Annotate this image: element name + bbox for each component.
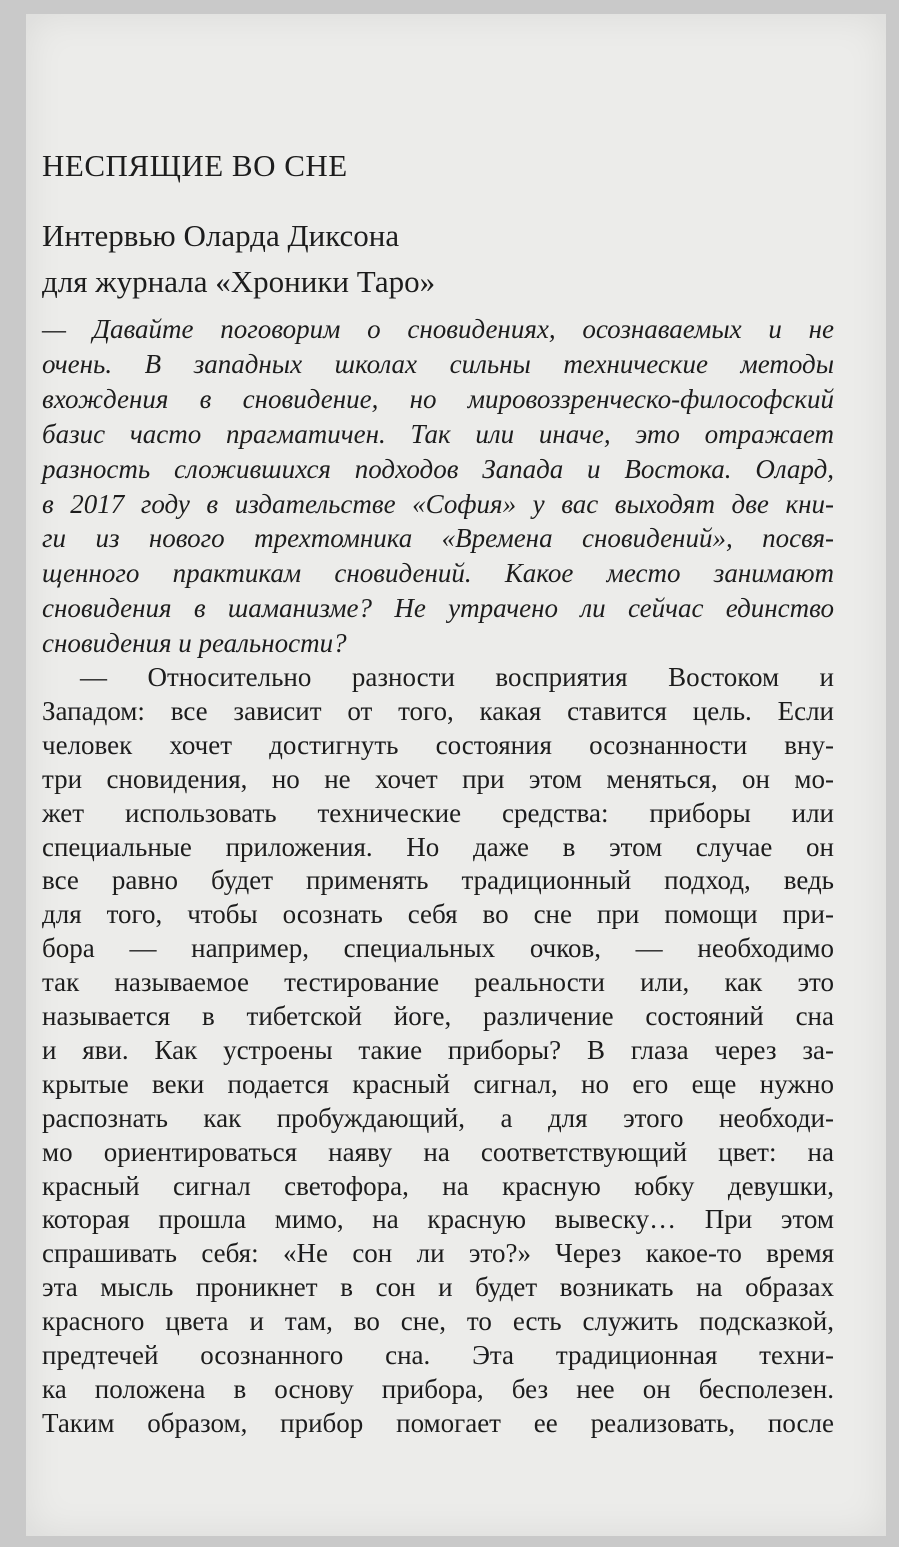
text-line: ка положена в основу прибора, без нее он бесполезен.	[42, 1373, 834, 1404]
text-line: в 2017 году в издательстве «София» у вас выходят две кни-	[42, 488, 834, 519]
interview-subtitle-line-1: Интервью Оларда Диксона	[42, 218, 400, 253]
text-line: красный сигнал светофора, на красную юбку девушки,	[42, 1170, 834, 1201]
text-line: красного цвета и там, во сне, то есть служить подсказкой,	[42, 1306, 834, 1337]
chapter-title: НЕСПЯЩИЕ ВО СНЕ	[42, 148, 348, 183]
text-line: называется в тибетской йоге, различение состояний сна	[42, 1001, 834, 1031]
text-line: которая прошла мимо, на красную вывеску… При этом	[42, 1204, 834, 1235]
text-line: щенного практикам сновидений. Какое место занимают	[42, 558, 834, 589]
text-line: три сновидения, но не хочет при этом меняться, он мо-	[42, 763, 834, 794]
text-line: ги из нового трехтомника «Времена сновидений», посвя-	[42, 523, 834, 554]
text-line: специальные приложения. Но даже в этом случае он	[42, 831, 834, 862]
text-line: базис часто прагматичен. Так или иначе, это отражает	[42, 418, 834, 449]
text-line: крытые веки подается красный сигнал, но его еще нужно	[42, 1068, 834, 1099]
text-line: бора — например, специальных очков, — необходимо	[42, 933, 834, 964]
text-line: вхождения в сновидение, но мировоззренческо-философский	[42, 383, 834, 414]
text-line: все равно будет применять традиционный подход, ведь	[42, 865, 834, 896]
text-line: — Давайте поговорим о сновидениях, осознаваемых и не	[42, 314, 834, 344]
text-line: распознать как пробуждающий, а для этого необходи-	[42, 1102, 834, 1133]
text-line: так называемое тестирование реальности или, как это	[42, 967, 834, 998]
text-line: жет использовать технические средства: приборы или	[42, 797, 834, 828]
text-line: сновидения и реальности?	[42, 628, 347, 659]
text-line: для того, чтобы осознать себя во сне при помощи при-	[42, 899, 834, 930]
text-line: Западом: все зависит от того, какая ставится цель. Если	[42, 695, 834, 726]
text-line: человек хочет достигнуть состояния осознанности вну-	[42, 729, 834, 760]
text-line: и яви. Как устроены такие приборы? В глаза через за-	[42, 1034, 834, 1065]
text-line: Таким образом, прибор помогает ее реализовать, после	[42, 1407, 834, 1438]
interview-subtitle-line-2: для журнала «Хроники Таро»	[42, 264, 436, 299]
text-line: сновидения в шаманизме? Не утрачено ли сейчас единство	[42, 593, 834, 624]
text-line: — Относительно разности восприятия Востоком и	[80, 662, 834, 692]
book-page	[26, 14, 886, 1536]
text-line: эта мысль проникнет в сон и будет возникать на образах	[42, 1272, 834, 1303]
text-line: мо ориентироваться наяву на соответствующий цвет: на	[42, 1136, 834, 1167]
text-line: разность сложившихся подходов Запада и Востока. Олард,	[42, 453, 834, 484]
text-line: спрашивать себя: «Не сон ли это?» Через какое-то время	[42, 1238, 834, 1269]
text-line: очень. В западных школах сильны технические методы	[42, 348, 834, 379]
text-line: предтечей осознанного сна. Эта традиционная техни-	[42, 1340, 834, 1370]
